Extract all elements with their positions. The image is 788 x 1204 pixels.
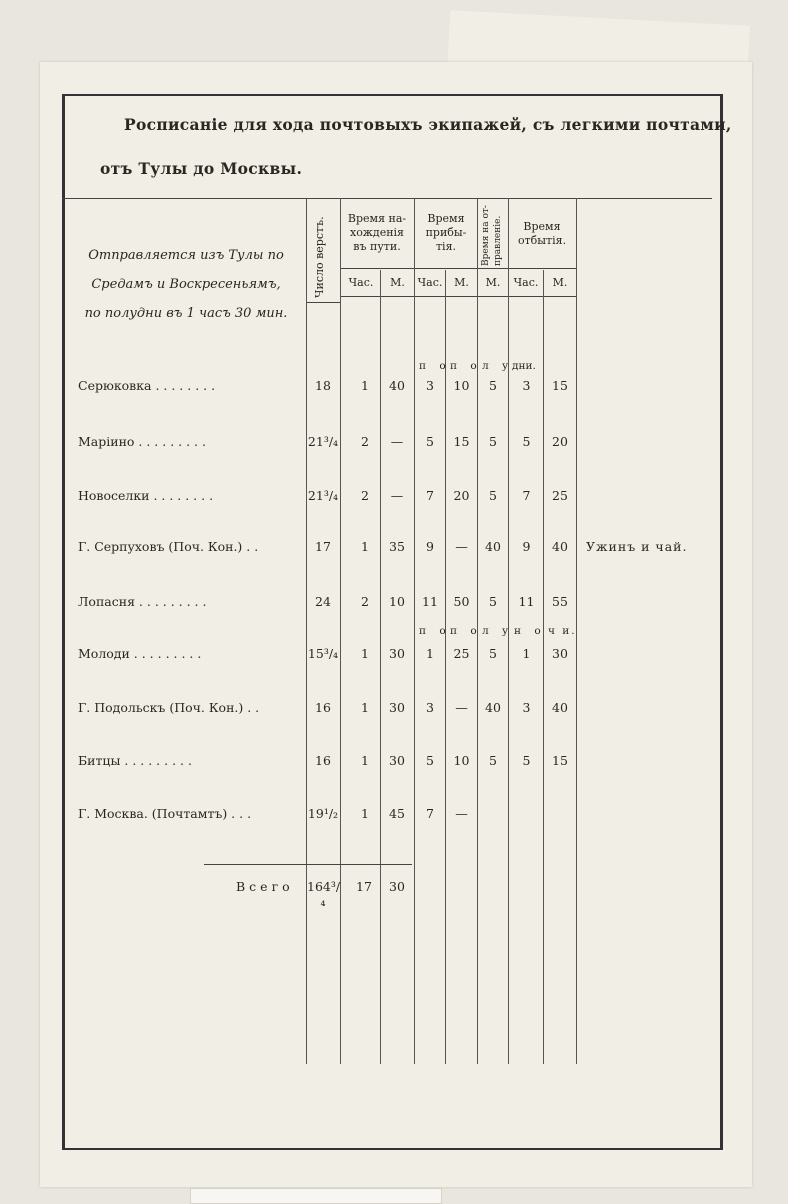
header-rule-mid — [340, 268, 576, 269]
header-arrival — [415, 212, 477, 254]
cell-dm: 25 — [552, 488, 568, 503]
cell-am: — — [455, 539, 468, 554]
station-name: Серюковка . . . . . . . . — [78, 378, 216, 393]
cell-tr: 5 — [489, 434, 497, 449]
station-name: Г. Подольскъ (Поч. Кон.) . . — [78, 700, 260, 715]
mark-night-1: п о — [419, 625, 451, 637]
mark-afternoon-4: дни. — [512, 360, 536, 372]
mark-afternoon-1: п о — [419, 360, 451, 372]
mark-night-2: п о — [450, 625, 482, 637]
intro-line-2: Средамъ и Воскресеньямъ, — [91, 277, 281, 292]
cell-tm: 45 — [389, 806, 405, 821]
cell-tm: 30 — [389, 753, 405, 768]
cell-ah: 9 — [426, 539, 434, 554]
cell-dh: 9 — [522, 539, 531, 554]
cell-am: 15 — [453, 434, 470, 449]
total-minutes: 30 — [389, 879, 405, 894]
header-travel-h: Час. — [348, 276, 374, 289]
cell-dh: 5 — [522, 434, 531, 449]
cell-th: 1 — [361, 806, 369, 821]
header-arrival-line-1: Время — [427, 212, 465, 225]
cell-versts: 19¹/₂ — [307, 806, 339, 821]
station-name: Битцы . . . . . . . . . — [78, 753, 192, 768]
col-rule-3 — [380, 270, 381, 1064]
cell-th: 1 — [361, 646, 369, 661]
document-subtitle: отъ Тулы до Москвы. — [100, 159, 303, 178]
mark-night-4: н о — [514, 625, 546, 637]
header-transfer-2: правленіе. — [493, 215, 503, 266]
header-departure-h: Час. — [513, 276, 539, 289]
cell-dh: 3 — [522, 700, 531, 715]
cell-th: 2 — [361, 488, 369, 503]
header-departure-line-1: Время — [523, 220, 561, 233]
mark-night-5: ч и. — [548, 625, 577, 637]
cell-th: 1 — [361, 539, 369, 554]
cell-th: 1 — [361, 700, 369, 715]
cell-versts: 16 — [315, 753, 331, 768]
cell-tr: 5 — [489, 753, 497, 768]
cell-dm: 40 — [552, 539, 568, 554]
cell-tm: 40 — [389, 378, 405, 393]
cell-tm: — — [390, 434, 404, 449]
station-name: Новоселки . . . . . . . . — [78, 488, 214, 503]
header-transfer: Время на от- — [481, 205, 491, 266]
cell-ah: 5 — [426, 753, 434, 768]
cell-th: 1 — [361, 378, 369, 393]
cell-versts: 18 — [315, 378, 331, 393]
cell-ah: 11 — [422, 594, 438, 609]
cell-versts: 21³/₄ — [307, 488, 339, 503]
header-arrival-h: Час. — [417, 276, 443, 289]
cell-tr: 5 — [489, 378, 497, 393]
header-rule-sub — [340, 296, 576, 297]
cell-dm: 40 — [552, 700, 568, 715]
header-departure — [509, 220, 575, 248]
header-rule-top — [62, 198, 712, 199]
header-travel-line-3: въ пути. — [353, 240, 401, 253]
cell-am: 20 — [453, 488, 470, 503]
header-travel — [342, 212, 412, 254]
cell-dh: 7 — [522, 488, 531, 503]
header-versts: Число верстъ. — [313, 216, 326, 298]
cell-tr: 5 — [489, 594, 497, 609]
cell-versts: 16 — [315, 700, 331, 715]
header-travel-line-2: хожденія — [349, 226, 405, 239]
header-departure-line-2: отбытія. — [517, 234, 567, 247]
total-label: Всего — [236, 879, 294, 894]
cell-dh: 1 — [522, 646, 531, 661]
total-rule — [204, 864, 412, 865]
station-name: Г. Серпуховъ (Поч. Кон.) . . — [78, 539, 259, 554]
cell-versts: 17 — [315, 539, 331, 554]
station-name: Молоди . . . . . . . . . — [78, 646, 202, 661]
cell-dh: 3 — [522, 378, 531, 393]
mark-afternoon-3: л у — [482, 360, 514, 372]
total-versts: 164³/₄ — [307, 879, 341, 909]
cell-am: 50 — [453, 594, 470, 609]
cell-dh: 5 — [522, 753, 531, 768]
intro-line-1: Отправляется изъ Тулы по — [88, 248, 284, 263]
intro-line-3: по полудни въ 1 часъ 30 мин. — [84, 306, 288, 321]
header-rule-versts — [306, 302, 340, 303]
cell-tr: 5 — [489, 488, 497, 503]
cell-tm: 10 — [389, 594, 405, 609]
cell-ah: 3 — [426, 378, 434, 393]
station-name: Лопасня . . . . . . . . . — [78, 594, 207, 609]
bottom-label-strip — [190, 1188, 442, 1204]
cell-ah: 1 — [426, 646, 434, 661]
cell-dm: 30 — [552, 646, 568, 661]
station-name: Г. Москва. (Почтамтъ) . . . — [78, 806, 252, 821]
header-transfer-m: М. — [485, 276, 501, 289]
cell-ah: 3 — [426, 700, 434, 715]
cell-th: 2 — [361, 594, 369, 609]
mark-night-3: л у — [482, 625, 514, 637]
cell-tm: — — [390, 488, 404, 503]
cell-am: 25 — [453, 646, 470, 661]
col-rule-1 — [306, 198, 307, 1064]
header-arrival-line-2: прибы- — [425, 226, 467, 239]
cell-dm: 15 — [552, 378, 568, 393]
document-title: Росписаніе для хода почтовыхъ экипажей, съ легкими почтами, — [124, 115, 732, 134]
cell-ah: 5 — [426, 434, 434, 449]
cell-th: 1 — [361, 753, 369, 768]
cell-dh: 11 — [518, 594, 535, 609]
cell-tr: 5 — [489, 646, 497, 661]
cell-tr: 40 — [485, 700, 501, 715]
col-rule-4 — [414, 198, 415, 1064]
header-travel-m: М. — [390, 276, 405, 289]
header-travel-line-1: Время на- — [347, 212, 407, 225]
row-note: Ужинъ и чай. — [586, 539, 688, 554]
cell-ah: 7 — [426, 806, 434, 821]
cell-ah: 7 — [426, 488, 434, 503]
header-departure-m: М. — [552, 276, 568, 289]
cell-am: 10 — [453, 753, 470, 768]
cell-tr: 40 — [485, 539, 501, 554]
cell-dm: 15 — [552, 753, 568, 768]
cell-tm: 30 — [389, 700, 405, 715]
cell-dm: 55 — [552, 594, 568, 609]
total-hours: 17 — [356, 879, 372, 894]
cell-tm: 35 — [389, 539, 405, 554]
station-name: Маріино . . . . . . . . . — [78, 434, 206, 449]
cell-versts: 24 — [315, 594, 331, 609]
cell-am: — — [455, 806, 468, 821]
header-arrival-m: М. — [454, 276, 469, 289]
cell-am: — — [455, 700, 468, 715]
cell-tm: 30 — [389, 646, 405, 661]
cell-am: 10 — [453, 378, 470, 393]
mark-afternoon-2: п о — [450, 360, 482, 372]
header-arrival-line-3: тія. — [435, 240, 457, 253]
cell-dm: 20 — [552, 434, 568, 449]
cell-versts: 21³/₄ — [307, 434, 339, 449]
col-rule-2 — [340, 198, 341, 1064]
cell-versts: 15³/₄ — [307, 646, 339, 661]
cell-th: 2 — [361, 434, 369, 449]
